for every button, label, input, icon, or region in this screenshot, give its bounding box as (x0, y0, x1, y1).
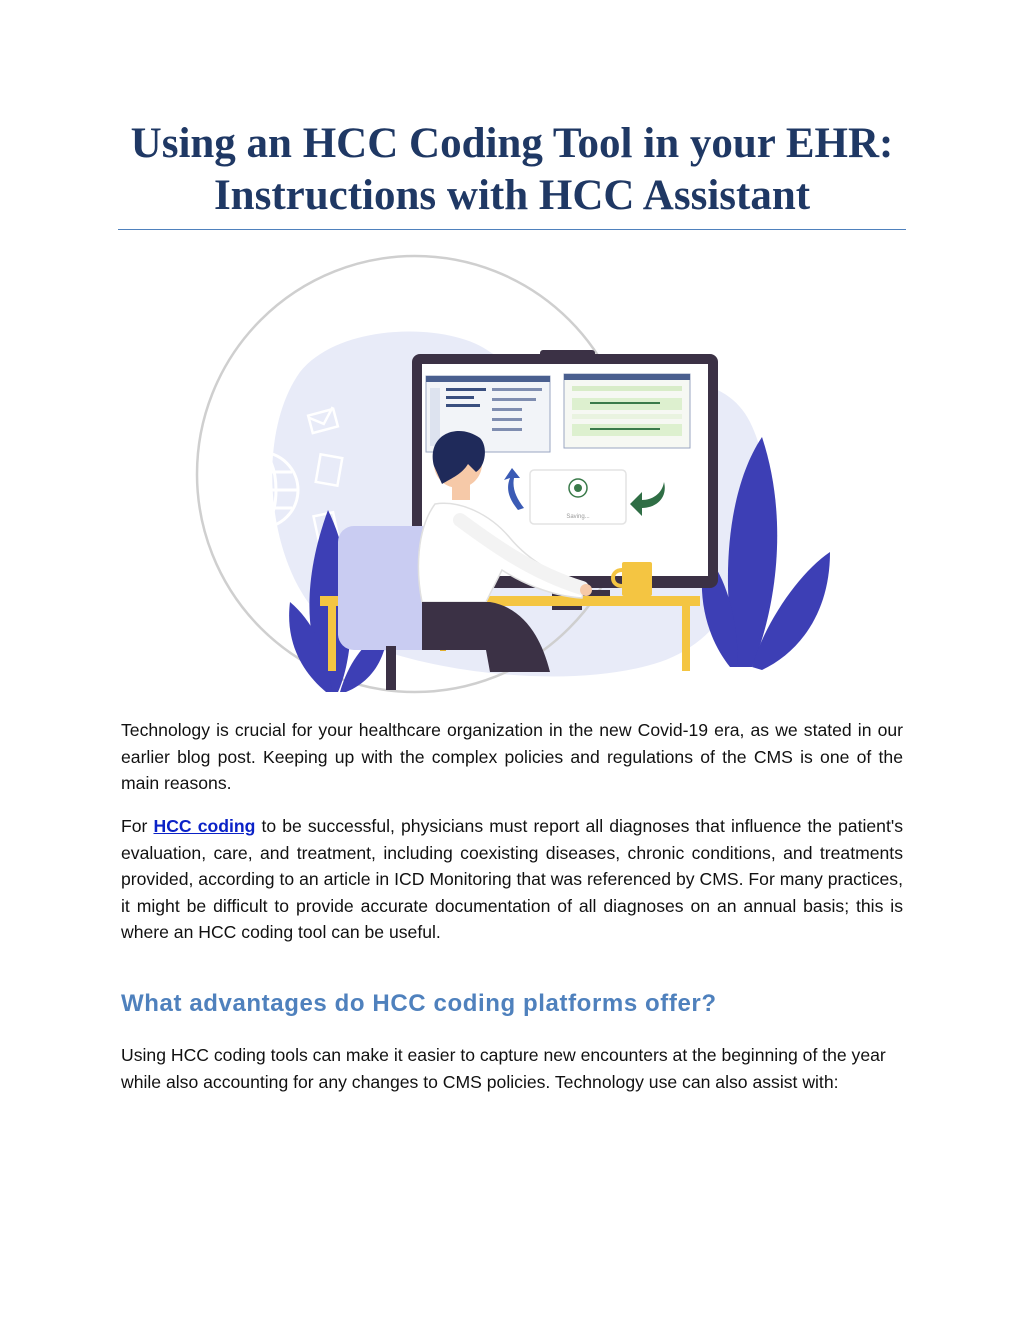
title-line-2: Instructions with HCC Assistant (213, 172, 811, 219)
saving-text: Saving... (566, 514, 590, 520)
saving-card (530, 470, 626, 524)
hero-illustration (190, 252, 840, 702)
title-divider (118, 229, 906, 230)
paragraph-text-before: For (121, 816, 154, 836)
globe-icon (222, 452, 298, 528)
intro-paragraph: Technology is crucial for your healthcare organization in the new Covid-19 era, as we stated in our earlier blog post. Keeping up with the complex policies and regulations of the CMS is one of the main reasons. (121, 720, 903, 793)
page-title (118, 118, 906, 222)
paragraph-text-after: to be successful, physicians must report all diagnoses that influence the patient's evaluation, care, and treatment, including coexisting diseases, chronic conditions, and treatments provided, according to an article in ICD Monitoring that was referenced by CMS. For many practices, it might be difficult to provide accurate documentation of all diagnoses on an annual basis; this is where an HCC coding tool can be useful. (121, 816, 903, 942)
advantages-paragraph: Using HCC coding tools can make it easier to capture new encounters at the beginning of the year while also accounting for any changes to CMS policies. Technology use can also assist with: (121, 1045, 886, 1092)
section-heading: What advantages do HCC coding platforms offer? (121, 990, 717, 1017)
title-line-1: Using an HCC Coding Tool in your EHR: (130, 120, 894, 167)
hcc-assistant-window (564, 374, 690, 448)
hcc-coding-paragraph (121, 813, 903, 946)
hcc-coding-link[interactable]: HCC coding (153, 816, 256, 836)
